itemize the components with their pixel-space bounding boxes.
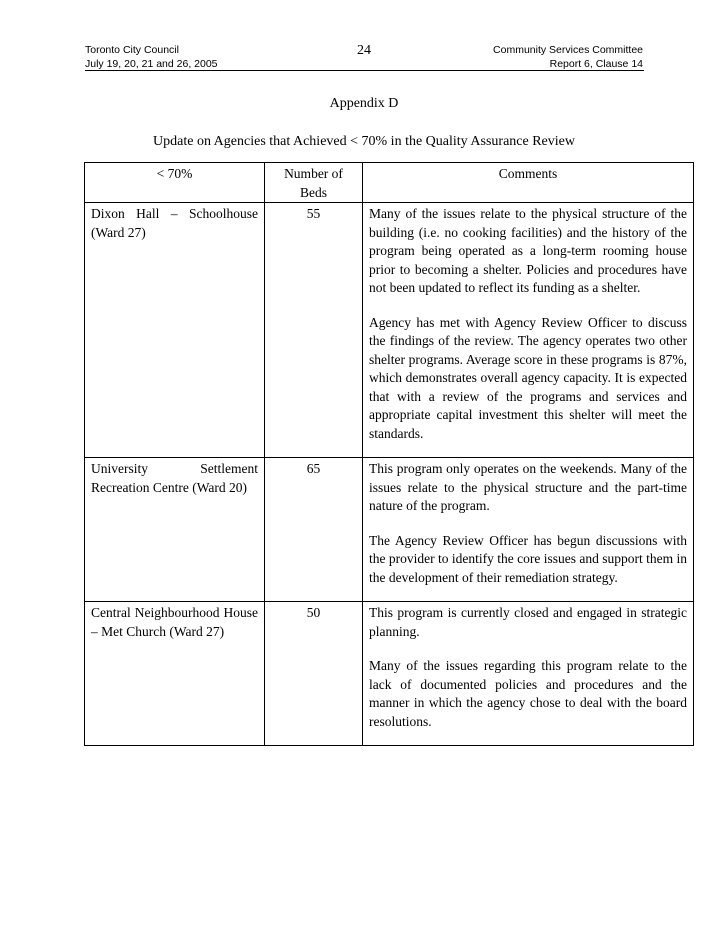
header-comments: Comments — [363, 163, 694, 203]
comment-paragraph: Many of the issues relate to the physical structure of the building (i.e. no cooking facilities) and the history of the program being operated as a long-term rooming house prior to becoming a shelter. Policies and procedures have not been updated to reflect its funding as a shelter. — [369, 206, 687, 295]
comments-cell — [363, 458, 694, 602]
header-report: Report 6, Clause 14 — [549, 58, 643, 70]
table-row — [85, 458, 694, 602]
header-committee: Community Services Committee — [493, 44, 643, 56]
agency-name: Dixon Hall – Schoolhouse (Ward 27) — [85, 203, 265, 458]
comment-paragraph: This program is currently closed and engaged in strategic planning. — [369, 605, 687, 639]
bed-count: 55 — [265, 203, 363, 458]
comments-cell — [363, 203, 694, 458]
page-number: 24 — [357, 43, 371, 58]
appendix-title: Appendix D — [329, 96, 399, 111]
comments-cell — [363, 602, 694, 746]
agency-name: University Settlement Recreation Centre (Ward 20) — [85, 458, 265, 602]
comment-paragraph: Many of the issues regarding this program relate to the lack of documented policies and procedures and the manner in which the agency chose to deal with the board resolutions. — [369, 658, 687, 729]
table-row — [85, 203, 694, 458]
bed-count: 65 — [265, 458, 363, 602]
agency-name: Central Neighbourhood House – Met Church (Ward 27) — [85, 602, 265, 746]
bed-count: 50 — [265, 602, 363, 746]
comment-paragraph: The Agency Review Officer has begun discussions with the provider to identify the core issues and support them in the development of their remediation strategy. — [369, 532, 687, 585]
table-row — [85, 602, 694, 746]
table-header-row — [85, 163, 694, 203]
header-dates: July 19, 20, 21 and 26, 2005 — [85, 58, 218, 70]
comment-paragraph: Agency has met with Agency Review Officer to discuss the findings of the review. The agency operates two other shelter programs. Average score in these programs is 87%, which demonstrates overall agency capacity. It is expected that with a review of the programs and services and appropriate capital investment this shelter will meet the standards. — [369, 314, 687, 441]
header-threshold: < 70% — [85, 163, 265, 203]
header-right — [493, 43, 643, 71]
table-subtitle: Update on Agencies that Achieved < 70% in the Quality Assurance Review — [153, 134, 575, 149]
header-council: Toronto City Council — [85, 44, 179, 56]
agencies-table — [84, 162, 694, 746]
header-rule — [85, 70, 644, 71]
header-beds: Number of Beds — [265, 163, 363, 203]
comment-paragraph: This program only operates on the weekends. Many of the issues relate to the physical structure and the part-time nature of the program. — [369, 461, 687, 513]
